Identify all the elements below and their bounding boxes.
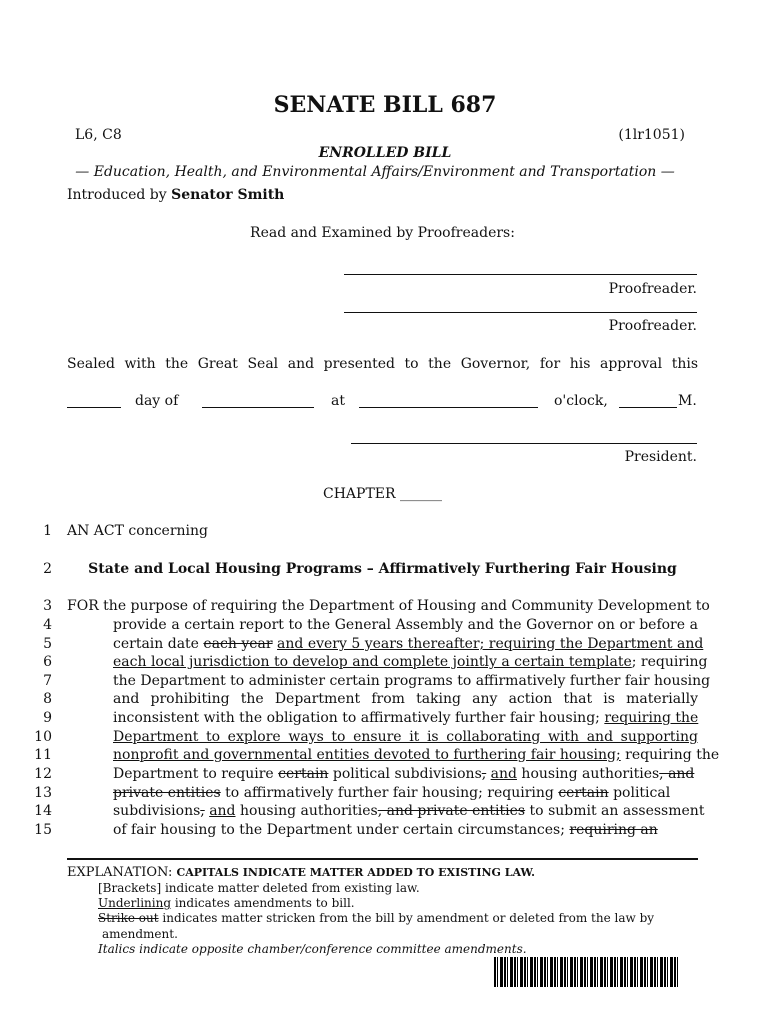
sponsor-name: Senator Smith — [171, 187, 285, 203]
struck-text: requiring an — [569, 822, 658, 838]
line-number: 8 — [43, 691, 52, 707]
purpose-line-15 — [113, 822, 658, 838]
strike-word: Strike out — [98, 911, 159, 925]
text-run: inconsistent with the obligation to affirmatively further fair housing; — [113, 710, 605, 726]
purpose-line-10: Department to explore ways to ensure it is collaborating with and supporting — [113, 729, 698, 745]
text-run: to affirmatively further fair housing; requiring — [220, 785, 559, 801]
purpose-line-13 — [113, 785, 670, 801]
act-intro: AN ACT concerning — [67, 523, 208, 539]
committees: — Education, Health, and Environmental Affairs/Environment and Transportation — — [75, 164, 675, 180]
bill-title: SENATE BILL 687 — [273, 92, 497, 118]
explanation-label: EXPLANATION: — [67, 865, 177, 880]
barcode-image — [494, 957, 680, 987]
text-run: Department to require — [113, 766, 279, 782]
line-number: 12 — [34, 766, 52, 782]
struck-text: certain — [558, 785, 609, 801]
sealed-text: Sealed with the Great Seal and presented to the Governor, for his approval this — [67, 356, 698, 372]
struck-text: , and private entities — [377, 803, 526, 819]
purpose-line-7: the Department to administer certain programs to affirmatively further fair housing — [113, 673, 711, 689]
struck-text: private entities — [113, 785, 221, 801]
at-label: at — [331, 393, 345, 409]
struck-text: each year — [203, 636, 273, 652]
line-number: 2 — [43, 561, 52, 577]
purpose-line-3: FOR the purpose of requiring the Department of Housing and Community Development to — [67, 598, 710, 614]
purpose-line-11 — [113, 747, 719, 763]
proofreaders-heading: Read and Examined by Proofreaders: — [250, 225, 515, 241]
m-label: M. — [678, 393, 697, 409]
amended-text: and — [490, 766, 517, 782]
proofreader-label-2: Proofreader. — [608, 318, 697, 334]
purpose-line-6 — [113, 654, 708, 670]
line-number: 10 — [34, 729, 52, 745]
explanation-brackets: [Brackets] indicate matter deleted from existing law. — [98, 881, 420, 895]
amended-text: requiring the — [604, 710, 699, 726]
day-of-label: day of — [135, 393, 179, 409]
act-heading: State and Local Housing Programs – Affirmatively Furthering Fair Housing — [88, 561, 677, 577]
purpose-line-14 — [113, 803, 704, 819]
struck-text: , — [481, 766, 487, 782]
text-run: subdivisions — [113, 803, 201, 819]
explanation-strike-cont: amendment. — [102, 927, 178, 941]
amended-text: and every 5 years thereafter; requiring the Department and — [277, 636, 704, 652]
ampm-blank — [619, 407, 677, 408]
chapter-label: CHAPTER ______ — [323, 486, 442, 502]
proofreader-signature-line-2 — [344, 312, 697, 313]
amended-text: nonprofit and governmental entities devoted to furthering fair housing; — [113, 747, 621, 763]
underlining-word: Underlining — [98, 896, 172, 910]
line-number: 5 — [43, 636, 52, 652]
purpose-line-8: and prohibiting the Department from taking any action that is materially — [113, 691, 698, 707]
amended-text: each local jurisdiction to develop and complete jointly a certain template — [113, 654, 632, 670]
text-run: political — [608, 785, 671, 801]
president-label: President. — [624, 449, 697, 465]
oclock-label: o'clock, — [554, 393, 608, 409]
text-run: indicates amendments to bill. — [171, 896, 355, 910]
explanation-underlining — [98, 896, 355, 910]
text-run: political subdivisions — [328, 766, 482, 782]
line-number: 9 — [43, 710, 52, 726]
struck-text: certain — [278, 766, 329, 782]
line-number: 1 — [43, 523, 52, 539]
explanation-heading — [67, 865, 535, 880]
proofreader-label-1: Proofreader. — [608, 281, 697, 297]
text-run: ; requiring — [631, 654, 708, 670]
purpose-line-5 — [113, 636, 703, 652]
explanation-caps: CAPITALS INDICATE MATTER ADDED TO EXISTING LAW. — [176, 866, 535, 879]
explanation-divider — [67, 858, 698, 860]
enrolled-label: ENROLLED BILL — [318, 145, 452, 161]
introduced-by — [67, 187, 284, 203]
time-blank — [359, 407, 538, 408]
line-number: 14 — [34, 803, 52, 819]
introduced-prefix: Introduced by — [67, 187, 172, 203]
purpose-line-12 — [113, 766, 694, 782]
struck-text: , — [200, 803, 205, 819]
line-number: 3 — [43, 598, 52, 614]
purpose-line-4: provide a certain report to the General Assembly and the Governor on or before a — [113, 617, 698, 633]
text-run: indicates matter stricken from the bill by amendment or deleted from the law by — [158, 911, 655, 925]
month-blank — [202, 407, 314, 408]
line-number: 4 — [43, 617, 52, 633]
proofreader-signature-line-1 — [344, 274, 697, 275]
bill-code-right: (1lr1051) — [618, 127, 685, 143]
line-number: 6 — [43, 654, 52, 670]
line-number: 11 — [34, 747, 52, 763]
explanation-strike — [98, 911, 654, 925]
day-blank — [67, 407, 121, 408]
line-number: 13 — [34, 785, 52, 801]
line-number: 7 — [43, 673, 52, 689]
text-run: requiring the — [620, 747, 720, 763]
text-run: housing authorities — [235, 803, 378, 819]
explanation-italics: Italics indicate opposite chamber/conference committee amendments. — [98, 942, 527, 956]
struck-text: , and — [659, 766, 695, 782]
purpose-line-9 — [113, 710, 698, 726]
line-number: 15 — [34, 822, 52, 838]
president-signature-line — [351, 443, 697, 444]
text-run: to submit an assessment — [525, 803, 705, 819]
text-run: certain date — [113, 636, 204, 652]
text-run: housing authorities — [516, 766, 660, 782]
amended-text: and — [209, 803, 236, 819]
bill-code-left: L6, C8 — [75, 127, 122, 143]
text-run: of fair housing to the Department under certain circumstances; — [113, 822, 570, 838]
